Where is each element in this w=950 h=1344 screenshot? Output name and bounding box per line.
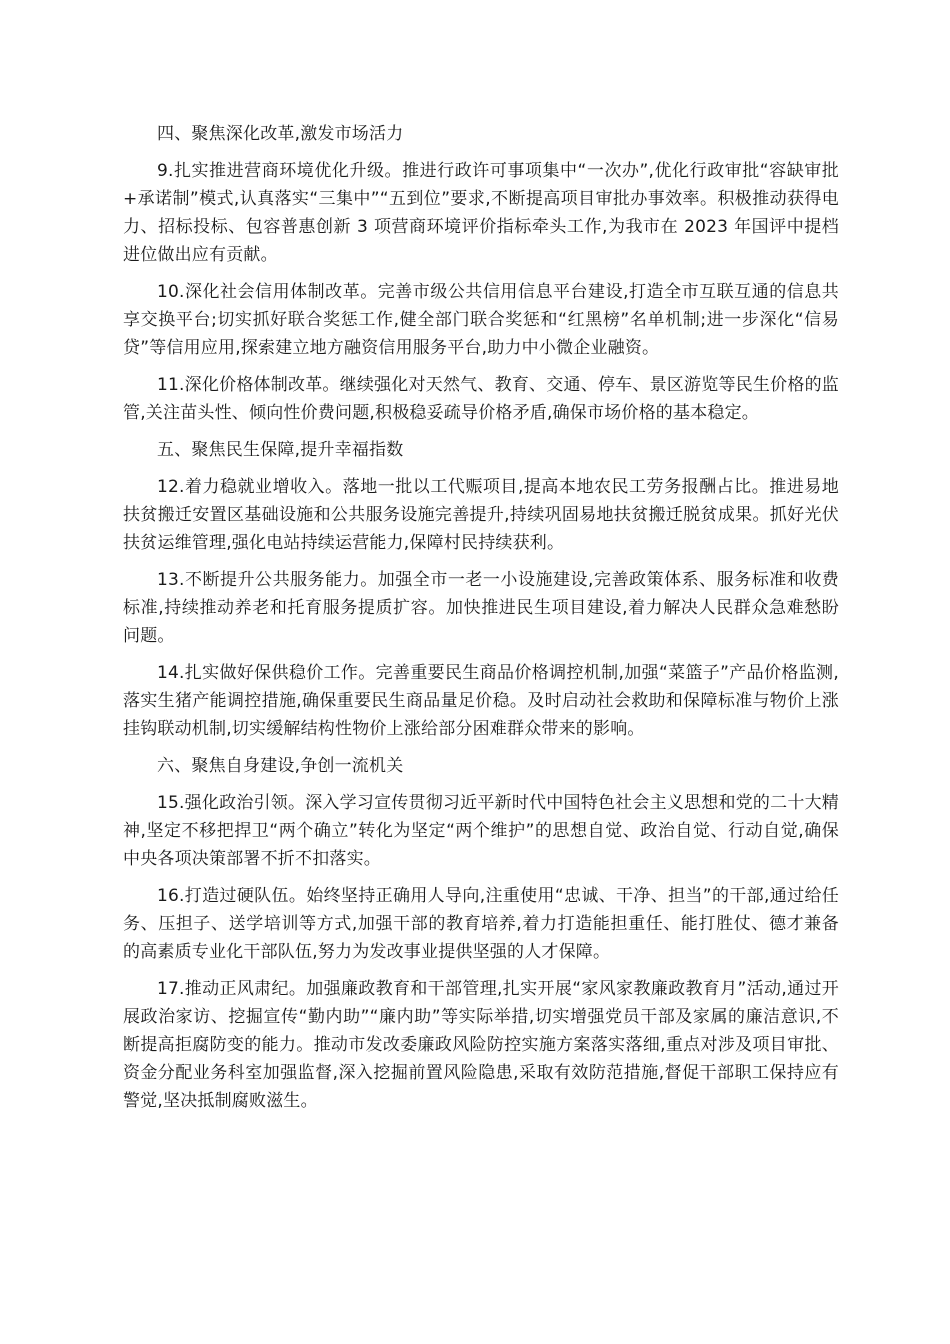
paragraph-item-13: 13.不断提升公共服务能力。加强全市一老一小设施建设,完善政策体系、服务标准和收费标准,持续推动养老和托育服务提质扩容。加快推进民生项目建设,着力解决人民群众急难愁盼问题。 — [123, 570, 839, 646]
section-heading-6: 六、聚焦自身建设,争创一流机关 — [157, 756, 404, 776]
section-heading-5: 五、聚焦民生保障,提升幸福指数 — [157, 440, 404, 460]
section-heading-4: 四、聚焦深化改革,激发市场活力 — [157, 124, 404, 144]
paragraph-item-14: 14.扎实做好保供稳价工作。完善重要民生商品价格调控机制,加强“菜篮子”产品价格监测,落实生猪产能调控措施,确保重要民生商品量足价稳。及时启动社会救助和保障标准与物价上涨挂钩联动机制,切实缓解结构性物价上涨给部分困难群众带来的影响。 — [123, 663, 839, 739]
paragraph-item-12: 12.着力稳就业增收入。落地一批以工代赈项目,提高本地农民工劳务报酬占比。推进易地扶贫搬迁安置区基础设施和公共服务设施完善提升,持续巩固易地扶贫搬迁脱贫成果。抓好光伏扶贫运维管理,强化电站持续运营能力,保障村民持续获利。 — [123, 477, 839, 553]
paragraph-item-16: 16.打造过硬队伍。始终坚持正确用人导向,注重使用“忠诚、干净、担当”的干部,通过给任务、压担子、送学培训等方式,加强干部的教育培养,着力打造能担重任、能打胜仗、德才兼备的高素质专业化干部队伍,努力为发改事业提供坚强的人才保障。 — [123, 886, 839, 962]
paragraph-item-9: 9.扎实推进营商环境优化升级。推进行政许可事项集中“一次办”,优化行政审批“容缺审批+承诺制”模式,认真落实“三集中”“五到位”要求,不断提高项目审批办事效率。积极推动获得电力、招标投标、包容普惠创新 3 项营商环境评价指标牵头工作,为我市在 2023 年国评中提档进位做出应有贡献。 — [123, 161, 839, 265]
paragraph-item-15: 15.强化政治引领。深入学习宣传贯彻习近平新时代中国特色社会主义思想和党的二十大精神,坚定不移把捍卫“两个确立”转化为坚定“两个维护”的思想自觉、政治自觉、行动自觉,确保中央各项决策部署不折不扣落实。 — [123, 793, 839, 869]
paragraph-item-17: 17.推动正风肃纪。加强廉政教育和干部管理,扎实开展“家风家教廉政教育月”活动,通过开展政治家访、挖掘宣传“勤内助”“廉内助”等实际举措,切实增强党员干部及家属的廉洁意识,不断提高拒腐防变的能力。推动市发改委廉政风险防控实施方案落实落细,重点对涉及项目审批、资金分配业务科室加强监督,深入挖掘前置风险隐患,采取有效防范措施,督促干部职工保持应有警觉,坚决抵制腐败滋生。 — [123, 979, 839, 1111]
paragraph-item-10: 10.深化社会信用体制改革。完善市级公共信用信息平台建设,打造全市互联互通的信息共享交换平台;切实抓好联合奖惩工作,健全部门联合奖惩和“红黑榜”名单机制;进一步深化“信易贷”等信用应用,探索建立地方融资信用服务平台,助力中小微企业融资。 — [123, 282, 839, 358]
document-body — [123, 120, 839, 1124]
paragraph-item-11: 11.深化价格体制改革。继续强化对天然气、教育、交通、停车、景区游览等民生价格的监管,关注苗头性、倾向性价费问题,积极稳妥疏导价格矛盾,确保市场价格的基本稳定。 — [123, 375, 839, 423]
